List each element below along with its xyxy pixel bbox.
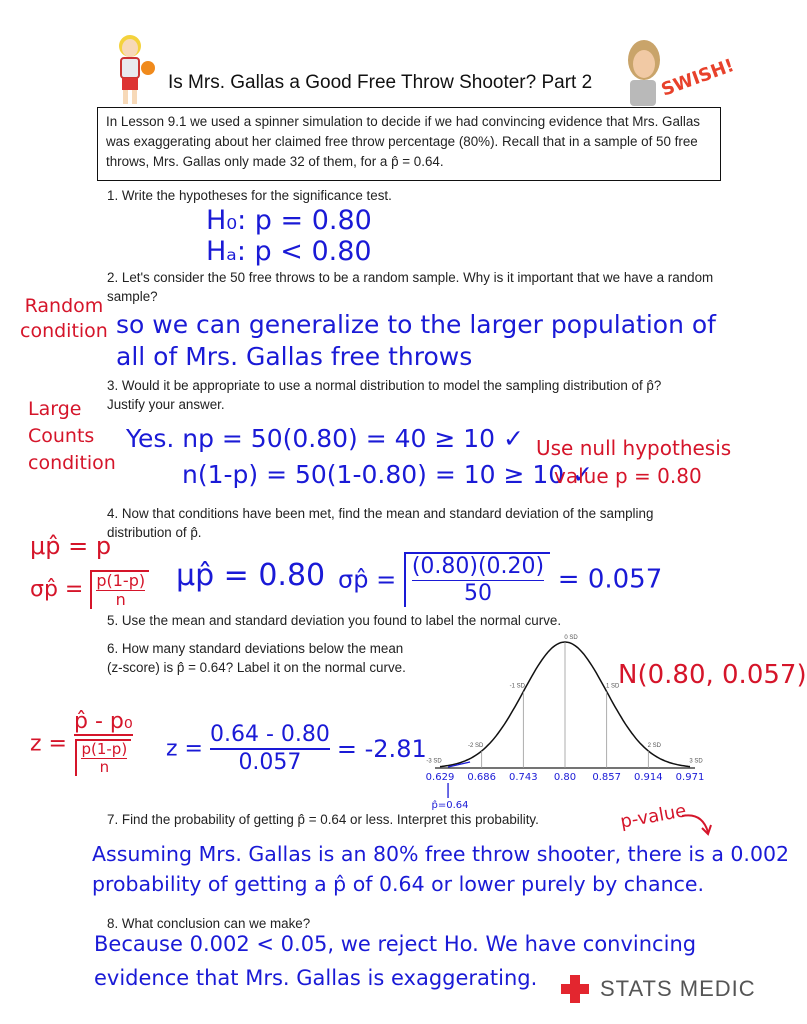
normal-distribution-label: N(0.80, 0.057) bbox=[618, 660, 807, 690]
tick-value: 0.80 bbox=[553, 772, 577, 783]
question-4: 4. Now that conditions have been met, find the mean and standard deviation of the sampling distribution of p̂. bbox=[107, 506, 654, 540]
sd-label: 0 SD bbox=[564, 635, 578, 641]
mean-formula: μp̂ = p bbox=[30, 532, 112, 560]
answer-2-line-1: so we can generalize to the larger population of bbox=[116, 310, 716, 339]
tick-value: 0.857 bbox=[592, 772, 621, 783]
bitmoji-sticker-icon bbox=[620, 30, 737, 110]
question-1: 1. Write the hypotheses for the significance test. bbox=[107, 188, 392, 203]
arrow-icon bbox=[680, 810, 720, 840]
answer-2-line-2: all of Mrs. Gallas free throws bbox=[116, 342, 473, 371]
sd-formula: σp̂ = $\frac{p(1-p)}{n}$ bbox=[30, 570, 149, 609]
random-condition-note: Random condition bbox=[20, 295, 108, 342]
tick-value: 0.914 bbox=[634, 772, 663, 783]
intro-box bbox=[97, 107, 721, 181]
question-2: 2. Let's consider the 50 free throws to be a random sample. Why is it important that we have a random sample? bbox=[107, 270, 714, 304]
tick-value: 0.686 bbox=[467, 772, 496, 783]
answer-h0: H₀: p = 0.80 bbox=[206, 205, 372, 236]
answer-3-line-2: n(1-p) = 50(1-0.80) = 10 ≥ 10 ✓ bbox=[182, 460, 594, 489]
answer-8-line-1: Because 0.002 < 0.05, we reject Ho. We have convincing bbox=[94, 932, 697, 956]
large-counts-note: Large Counts condition bbox=[28, 398, 116, 474]
page-title: Is Mrs. Gallas a Good Free Throw Shooter? Part 2 bbox=[168, 72, 593, 93]
sd-label: -2 SD bbox=[467, 742, 484, 749]
question-5: 5. Use the mean and standard deviation you found to label the normal curve. bbox=[107, 613, 562, 628]
p-value-note: p-value bbox=[618, 800, 688, 833]
tick-value: 0.743 bbox=[509, 772, 538, 783]
answer-3-line-1: Yes. np = 50(0.80) = 40 ≥ 10 ✓ bbox=[126, 424, 524, 453]
z-formula: z = p̂ - p₀ $\frac{p(1-p)}{n}$ bbox=[30, 709, 133, 776]
answer-ha: Hₐ: p < 0.80 bbox=[206, 236, 372, 267]
sd-label: 1 SD bbox=[605, 683, 620, 690]
sd-label: 2 SD bbox=[647, 742, 662, 749]
intro-phat: p̂ = 0.64. bbox=[391, 154, 444, 169]
stats-medic-logo bbox=[560, 974, 756, 1004]
question-6: 6. How many standard deviations below the mean (z-score) is p̂ = 0.64? Label it on the normal curve. bbox=[107, 641, 406, 675]
z-calculation: z = $\frac{0.64 - 0.80}{0.057}$ = -2.81 bbox=[166, 722, 427, 775]
sd-value: σp̂ = $\frac{(0.80)(0.20)}{50}$ = 0.057 bbox=[338, 554, 663, 606]
red-cross-icon bbox=[560, 974, 590, 1004]
basketball-player-icon bbox=[108, 30, 160, 110]
answer-8-line-2: evidence that Mrs. Gallas is exaggerating. bbox=[94, 966, 538, 990]
sd-label: 3 SD bbox=[689, 758, 703, 765]
brand-name: STATS MEDIC bbox=[600, 976, 756, 1001]
sd-label: -3 SD bbox=[426, 758, 442, 765]
null-hypothesis-note: Use null hypothesis value p = 0.80 bbox=[536, 436, 732, 488]
sd-label: -1 SD bbox=[509, 683, 526, 690]
tick-value: 0.629 bbox=[425, 772, 455, 783]
answer-7-line-1: Assuming Mrs. Gallas is an 80% free throw shooter, there is a 0.002 bbox=[92, 842, 790, 866]
answer-7-line-2: probability of getting a p̂ of 0.64 or lower purely by chance. bbox=[92, 872, 704, 896]
phat-label: p̂=0.64 bbox=[431, 800, 469, 811]
question-7: 7. Find the probability of getting p̂ = 0.64 or less. Interpret this probability. bbox=[107, 812, 539, 827]
mean-value: μp̂ = 0.80 bbox=[176, 558, 326, 593]
question-3: 3. Would it be appropriate to use a normal distribution to model the sampling distribution of p̂? Justify your answer. bbox=[107, 378, 662, 412]
question-8: 8. What conclusion can we make? bbox=[107, 916, 311, 931]
sticker-text: SWISH! bbox=[658, 55, 737, 101]
normal-curve bbox=[410, 630, 710, 815]
tick-value: 0.971 bbox=[675, 772, 705, 783]
intro-text: In Lesson 9.1 we used a spinner simulation to decide if we had convincing evidence that Mrs. Gallas was exaggerating about her claimed free throw percentage (80%). Recall that in a sample of 50 free throws, Mrs. Gallas only made 32 of them, for a bbox=[106, 114, 700, 169]
